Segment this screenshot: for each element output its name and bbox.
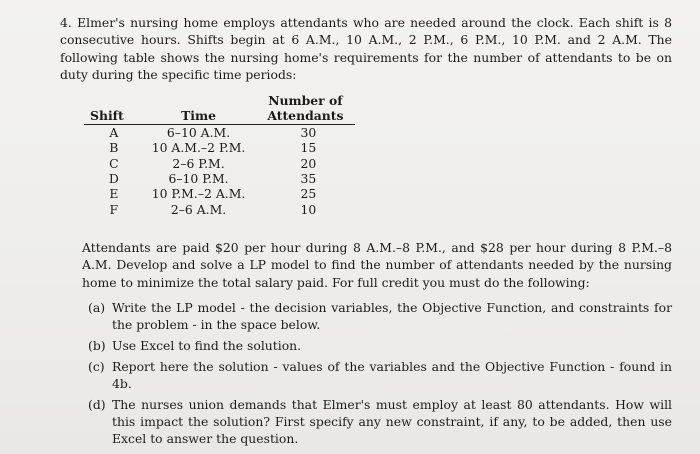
attendants-table — [84, 93, 355, 217]
cell-attendants: 25 — [300, 186, 317, 202]
cell-shift: D — [108, 171, 119, 187]
task-text: Report here the solution - values of the variables and the Objective Function - found in 4b. — [112, 359, 672, 391]
cell-attendants: 10 — [300, 201, 317, 217]
cell-shift: C — [109, 155, 119, 171]
cell-time: 10 P.M.–2 A.M. — [151, 186, 246, 202]
task-list — [88, 299, 672, 451]
task-label: (c) — [88, 359, 105, 374]
task-label: (d) — [88, 397, 106, 412]
cell-time: 6–10 A.M. — [166, 124, 231, 140]
header-attendants-line1: Number of — [268, 93, 343, 108]
task-item — [88, 396, 672, 447]
task-item — [88, 358, 672, 392]
table-row — [84, 124, 355, 140]
header-shift: Shift — [84, 108, 142, 124]
task-text: Write the LP model - the decision variables, the Objective Function, and constraints for the problem - in the space below. — [112, 300, 672, 332]
table-row — [84, 186, 355, 201]
table-row — [84, 202, 355, 217]
table-row — [84, 171, 355, 186]
cell-shift: F — [109, 201, 119, 217]
cell-shift: E — [109, 186, 119, 202]
task-text: The nurses union demands that Elmer's must employ at least 80 attendants. How will this impact the solution? First specify any new constraint, if any, to be added, then use Excel to answer the question. — [112, 397, 672, 446]
problem-statement — [60, 14, 672, 84]
cell-time: 10 A.M.–2 P.M. — [151, 140, 246, 156]
task-item — [88, 299, 672, 333]
problem-intro: Elmer's nursing home employs attendants who are needed around the clock. Each shift is 8 consecutive hours. Shifts begin at 6 A.M., 10 A.M., 2 P.M., 6 P.M., 10 P.M. and 2 A.M. The following table shows the nursing home's requirements for the number of attendants to be on duty during the specific time periods: — [60, 15, 672, 83]
table-row — [84, 140, 355, 155]
task-text: Use Excel to find the solution. — [112, 338, 302, 353]
pay-instructions: Attendants are paid $20 per hour during 8 A.M.–8 P.M., and $28 per hour during 8 P.M.–8 A.M. Develop and solve a LP model to find the number of attendants needed by the nursing home to minimize the total salary paid. For full credit you must do the following: — [82, 240, 672, 290]
cell-attendants: 35 — [300, 171, 317, 187]
task-label: (a) — [88, 300, 106, 315]
task-label: (b) — [88, 338, 106, 353]
cell-shift: A — [109, 124, 119, 140]
cell-attendants: 30 — [300, 124, 317, 140]
cell-attendants: 20 — [300, 155, 317, 171]
header-time: Time — [142, 108, 256, 124]
cell-shift: B — [109, 140, 119, 156]
task-item — [88, 337, 672, 354]
header-attendants-line2: Attendants — [255, 108, 355, 124]
problem-number: 4. — [60, 15, 72, 30]
cell-time: 2–6 A.M. — [170, 201, 227, 217]
cell-time: 6–10 P.M. — [168, 171, 229, 187]
cell-time: 2–6 P.M. — [172, 155, 225, 171]
table-row — [84, 156, 355, 171]
cell-attendants: 15 — [300, 140, 317, 156]
